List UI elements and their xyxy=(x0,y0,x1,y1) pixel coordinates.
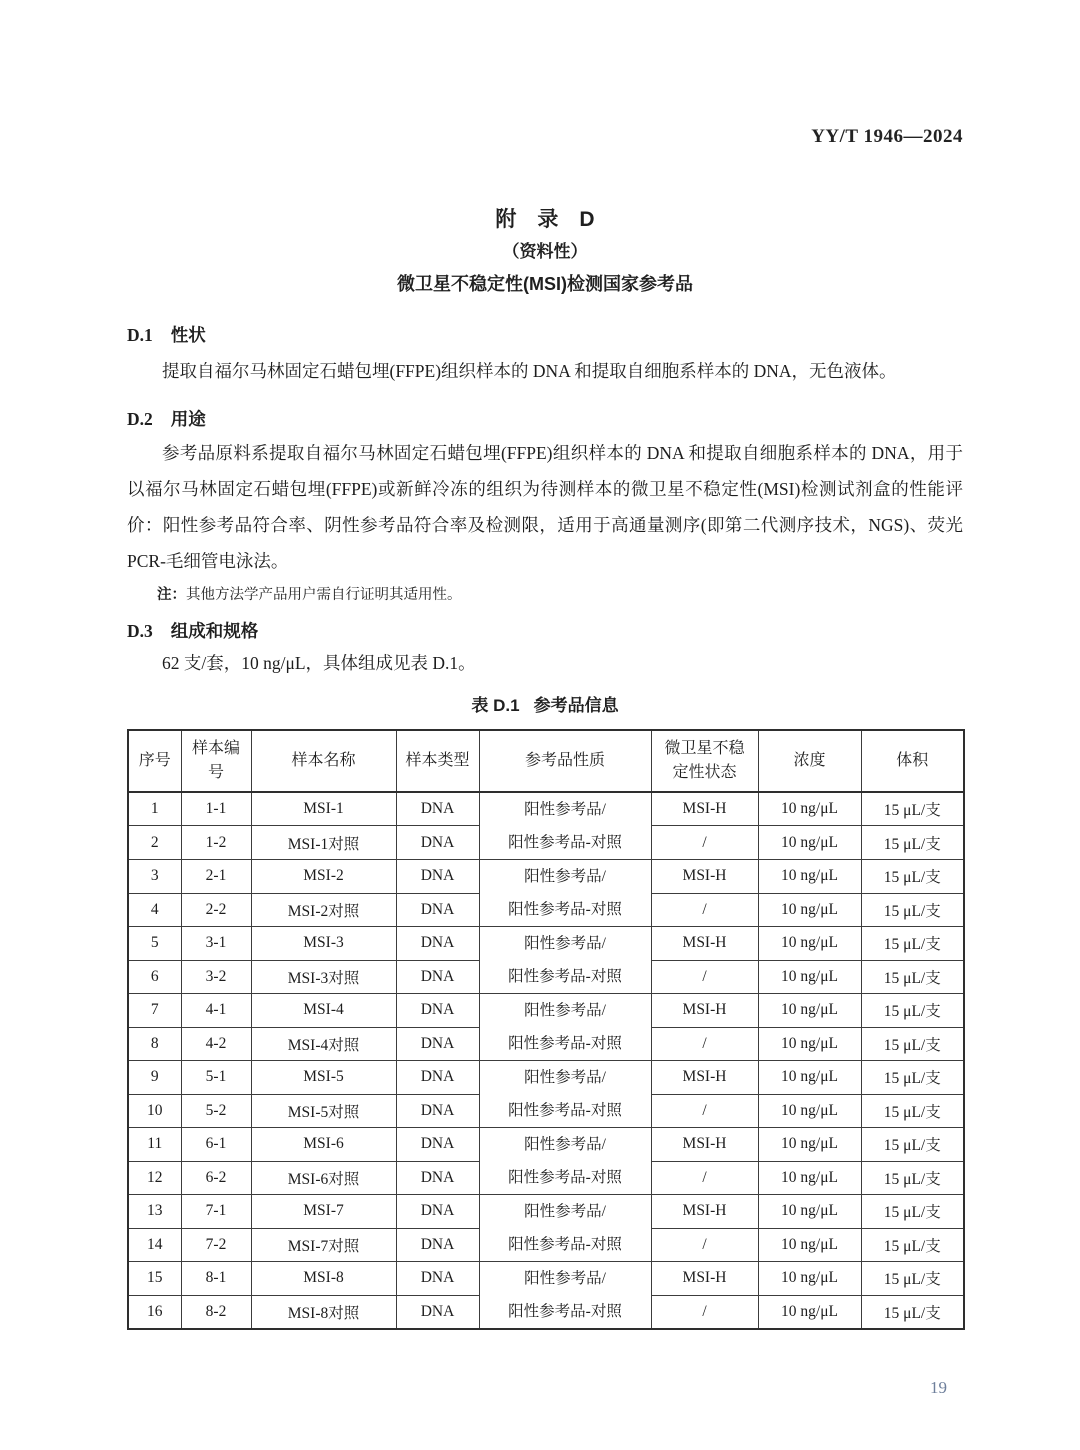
sample-code-cell: 8-2 xyxy=(181,1295,251,1329)
sample-name-cell: MSI-6对照 xyxy=(251,1161,396,1195)
sample-name-cell: MSI-2对照 xyxy=(251,893,396,927)
sample-type-cell: DNA xyxy=(396,1262,479,1296)
section-id-d3: D.3 xyxy=(127,621,153,641)
concentration-cell: 10 ng/μL xyxy=(758,1295,861,1329)
sample-type-cell: DNA xyxy=(396,826,479,860)
col-header-index: 序号 xyxy=(128,730,181,792)
volume-cell: 15 μL/支 xyxy=(861,994,964,1028)
row-number-cell: 4 xyxy=(128,893,181,927)
sample-type-cell: DNA xyxy=(396,927,479,961)
property-cell xyxy=(479,1061,651,1128)
section-heading-d2 xyxy=(127,407,963,431)
sample-name-cell: MSI-4 xyxy=(251,994,396,1028)
volume-cell: 15 μL/支 xyxy=(861,1128,964,1162)
msi-status-cell: MSI-H xyxy=(651,860,758,894)
row-number-cell: 10 xyxy=(128,1094,181,1128)
row-number-cell: 9 xyxy=(128,1061,181,1095)
table-row xyxy=(128,1061,964,1095)
concentration-cell: 10 ng/μL xyxy=(758,927,861,961)
sample-type-cell: DNA xyxy=(396,860,479,894)
sample-name-cell: MSI-8对照 xyxy=(251,1295,396,1329)
msi-status-cell: MSI-H xyxy=(651,1061,758,1095)
table-row xyxy=(128,1262,964,1296)
sample-code-cell: 6-1 xyxy=(181,1128,251,1162)
msi-status-cell: / xyxy=(651,893,758,927)
table-caption-title: 参考品信息 xyxy=(533,696,619,715)
section-title-d2: 用途 xyxy=(170,409,206,429)
page-number: 19 xyxy=(930,1378,947,1397)
sample-code-cell: 2-1 xyxy=(181,860,251,894)
property-line-1: 阳性参考品/ xyxy=(524,1002,606,1019)
sample-type-cell: DNA xyxy=(396,1128,479,1162)
sample-name-cell: MSI-2 xyxy=(251,860,396,894)
table-body xyxy=(128,792,964,1329)
reference-material-table xyxy=(127,729,965,1330)
sample-code-cell: 3-2 xyxy=(181,960,251,994)
volume-cell: 15 μL/支 xyxy=(861,893,964,927)
row-number-cell: 14 xyxy=(128,1228,181,1262)
msi-status-cell: / xyxy=(651,826,758,860)
table-caption-label: 表 D.1 xyxy=(471,696,520,715)
table-row xyxy=(128,792,964,826)
volume-cell: 15 μL/支 xyxy=(861,860,964,894)
msi-status-cell: MSI-H xyxy=(651,1262,758,1296)
sample-code-cell: 5-1 xyxy=(181,1061,251,1095)
sample-name-cell: MSI-1对照 xyxy=(251,826,396,860)
concentration-cell: 10 ng/μL xyxy=(758,960,861,994)
concentration-cell: 10 ng/μL xyxy=(758,826,861,860)
sample-type-cell: DNA xyxy=(396,893,479,927)
volume-cell: 15 μL/支 xyxy=(861,1027,964,1061)
msi-status-cell: MSI-H xyxy=(651,994,758,1028)
volume-cell: 15 μL/支 xyxy=(861,1262,964,1296)
property-line-2: 阳性参考品-对照 xyxy=(508,968,622,985)
msi-status-cell: / xyxy=(651,1094,758,1128)
table-header xyxy=(128,730,964,792)
table-row xyxy=(128,1195,964,1229)
volume-cell: 15 μL/支 xyxy=(861,1195,964,1229)
sample-code-cell: 3-1 xyxy=(181,927,251,961)
concentration-cell: 10 ng/μL xyxy=(758,994,861,1028)
property-line-2: 阳性参考品-对照 xyxy=(508,901,622,918)
section-title-d1: 性状 xyxy=(170,325,206,345)
section-id-d1: D.1 xyxy=(127,325,153,345)
row-number-cell: 5 xyxy=(128,927,181,961)
concentration-cell: 10 ng/μL xyxy=(758,1094,861,1128)
appendix-title-block xyxy=(127,206,963,297)
volume-cell: 15 μL/支 xyxy=(861,1228,964,1262)
concentration-cell: 10 ng/μL xyxy=(758,1161,861,1195)
col-header-sample-name: 样本名称 xyxy=(251,730,396,792)
row-number-cell: 11 xyxy=(128,1128,181,1162)
volume-cell: 15 μL/支 xyxy=(861,1161,964,1195)
property-line-2: 阳性参考品-对照 xyxy=(508,1169,622,1186)
sample-type-cell: DNA xyxy=(396,960,479,994)
sample-code-cell: 7-2 xyxy=(181,1228,251,1262)
property-line-2: 阳性参考品-对照 xyxy=(508,1035,622,1052)
concentration-cell: 10 ng/μL xyxy=(758,1027,861,1061)
sample-code-cell: 5-2 xyxy=(181,1094,251,1128)
concentration-cell: 10 ng/μL xyxy=(758,1195,861,1229)
sample-code-cell: 4-2 xyxy=(181,1027,251,1061)
row-number-cell: 12 xyxy=(128,1161,181,1195)
sample-code-cell: 1-1 xyxy=(181,792,251,826)
property-cell xyxy=(479,1262,651,1330)
property-line-1: 阳性参考品/ xyxy=(524,801,606,818)
sample-code-cell: 4-1 xyxy=(181,994,251,1028)
volume-cell: 15 μL/支 xyxy=(861,927,964,961)
table-row xyxy=(128,1128,964,1162)
volume-cell: 15 μL/支 xyxy=(861,792,964,826)
property-cell xyxy=(479,1128,651,1195)
sample-name-cell: MSI-5对照 xyxy=(251,1094,396,1128)
col-header-property: 参考品性质 xyxy=(479,730,651,792)
volume-cell: 15 μL/支 xyxy=(861,1295,964,1329)
appendix-subtitle: （资料性） xyxy=(502,242,588,261)
property-line-1: 阳性参考品/ xyxy=(524,935,606,952)
property-line-1: 阳性参考品/ xyxy=(524,1270,606,1287)
standard-number: YY/T 1946—2024 xyxy=(811,126,963,147)
section-id-d2: D.2 xyxy=(127,409,153,429)
sample-code-cell: 2-2 xyxy=(181,893,251,927)
sample-name-cell: MSI-5 xyxy=(251,1061,396,1095)
note-d2 xyxy=(157,583,963,607)
msi-status-cell: MSI-H xyxy=(651,792,758,826)
property-line-1: 阳性参考品/ xyxy=(524,1136,606,1153)
row-number-cell: 7 xyxy=(128,994,181,1028)
sample-type-cell: DNA xyxy=(396,1295,479,1329)
property-cell xyxy=(479,927,651,994)
section-heading-d1 xyxy=(127,323,963,347)
concentration-cell: 10 ng/μL xyxy=(758,1128,861,1162)
col-header-volume: 体积 xyxy=(861,730,964,792)
row-number-cell: 2 xyxy=(128,826,181,860)
property-line-1: 阳性参考品/ xyxy=(524,1069,606,1086)
sample-name-cell: MSI-1 xyxy=(251,792,396,826)
volume-cell: 15 μL/支 xyxy=(861,1094,964,1128)
property-cell xyxy=(479,792,651,860)
concentration-cell: 10 ng/μL xyxy=(758,1061,861,1095)
concentration-cell: 10 ng/μL xyxy=(758,1228,861,1262)
col-header-sample-code: 样本编号 xyxy=(181,730,251,792)
section-heading-d3 xyxy=(127,619,963,643)
sample-code-cell: 8-1 xyxy=(181,1262,251,1296)
row-number-cell: 15 xyxy=(128,1262,181,1296)
table-row xyxy=(128,860,964,894)
table-row xyxy=(128,994,964,1028)
sample-type-cell: DNA xyxy=(396,792,479,826)
volume-cell: 15 μL/支 xyxy=(861,1061,964,1095)
msi-status-cell: MSI-H xyxy=(651,1195,758,1229)
col-header-sample-type: 样本类型 xyxy=(396,730,479,792)
msi-status-cell: / xyxy=(651,1228,758,1262)
table-header-row xyxy=(128,730,964,792)
property-line-2: 阳性参考品-对照 xyxy=(508,1303,622,1320)
sample-name-cell: MSI-6 xyxy=(251,1128,396,1162)
property-line-2: 阳性参考品-对照 xyxy=(508,1236,622,1253)
concentration-cell: 10 ng/μL xyxy=(758,860,861,894)
property-line-1: 阳性参考品/ xyxy=(524,1203,606,1220)
row-number-cell: 13 xyxy=(128,1195,181,1229)
sample-type-cell: DNA xyxy=(396,1161,479,1195)
note-text: 其他方法学产品用户需自行证明其适用性。 xyxy=(186,587,462,603)
sample-name-cell: MSI-7 xyxy=(251,1195,396,1229)
sample-code-cell: 6-2 xyxy=(181,1161,251,1195)
property-cell xyxy=(479,860,651,927)
note-label: 注： xyxy=(157,587,186,603)
property-cell xyxy=(479,1195,651,1262)
paragraph-d3: 62 支/套，10 ng/μL，具体组成见表 D.1。 xyxy=(162,653,476,673)
sample-name-cell: MSI-8 xyxy=(251,1262,396,1296)
volume-cell: 15 μL/支 xyxy=(861,826,964,860)
sample-type-cell: DNA xyxy=(396,1228,479,1262)
sample-type-cell: DNA xyxy=(396,1094,479,1128)
volume-cell: 15 μL/支 xyxy=(861,960,964,994)
row-number-cell: 6 xyxy=(128,960,181,994)
row-number-cell: 16 xyxy=(128,1295,181,1329)
appendix-name: 微卫星不稳定性(MSI)检测国家参考品 xyxy=(397,274,693,294)
row-number-cell: 3 xyxy=(128,860,181,894)
msi-status-cell: / xyxy=(651,1295,758,1329)
sample-name-cell: MSI-3对照 xyxy=(251,960,396,994)
sample-type-cell: DNA xyxy=(396,994,479,1028)
table-row xyxy=(128,927,964,961)
paragraph-d2: 参考品原料系提取自福尔马林固定石蜡包埋(FFPE)组织样本的 DNA 和提取自细胞系样本的 DNA，用于以福尔马林固定石蜡包埋(FFPE)或新鲜冷冻的组织为待测样本的微卫星不稳定性(MSI)检测试剂盒的性能评价：阳性参考品符合率、阴性参考品符合率及检测限，适用于高通量测序(即第二代测序技术，NGS)、荧光 PCR-毛细管电泳法。 xyxy=(127,443,963,571)
sample-name-cell: MSI-4对照 xyxy=(251,1027,396,1061)
msi-status-cell: / xyxy=(651,960,758,994)
msi-status-cell: / xyxy=(651,1161,758,1195)
col-header-msi-status: 微卫星不稳定性状态 xyxy=(651,730,758,792)
concentration-cell: 10 ng/μL xyxy=(758,893,861,927)
paragraph-d1: 提取自福尔马林固定石蜡包埋(FFPE)组织样本的 DNA 和提取自细胞系样本的 DNA，无色液体。 xyxy=(162,361,897,381)
sample-name-cell: MSI-3 xyxy=(251,927,396,961)
sample-name-cell: MSI-7对照 xyxy=(251,1228,396,1262)
row-number-cell: 8 xyxy=(128,1027,181,1061)
sample-type-cell: DNA xyxy=(396,1061,479,1095)
section-title-d3: 组成和规格 xyxy=(170,621,259,641)
sample-type-cell: DNA xyxy=(396,1195,479,1229)
property-cell xyxy=(479,994,651,1061)
property-line-2: 阳性参考品-对照 xyxy=(508,834,622,851)
msi-status-cell: MSI-H xyxy=(651,927,758,961)
sample-code-cell: 7-1 xyxy=(181,1195,251,1229)
property-line-1: 阳性参考品/ xyxy=(524,868,606,885)
table-caption xyxy=(127,693,963,719)
property-line-2: 阳性参考品-对照 xyxy=(508,1102,622,1119)
msi-status-cell: / xyxy=(651,1027,758,1061)
concentration-cell: 10 ng/μL xyxy=(758,792,861,826)
concentration-cell: 10 ng/μL xyxy=(758,1262,861,1296)
sample-type-cell: DNA xyxy=(396,1027,479,1061)
document-page xyxy=(127,0,963,1398)
appendix-title: 附 录 D xyxy=(495,208,595,231)
sample-code-cell: 1-2 xyxy=(181,826,251,860)
col-header-concentration: 浓度 xyxy=(758,730,861,792)
msi-status-cell: MSI-H xyxy=(651,1128,758,1162)
row-number-cell: 1 xyxy=(128,792,181,826)
